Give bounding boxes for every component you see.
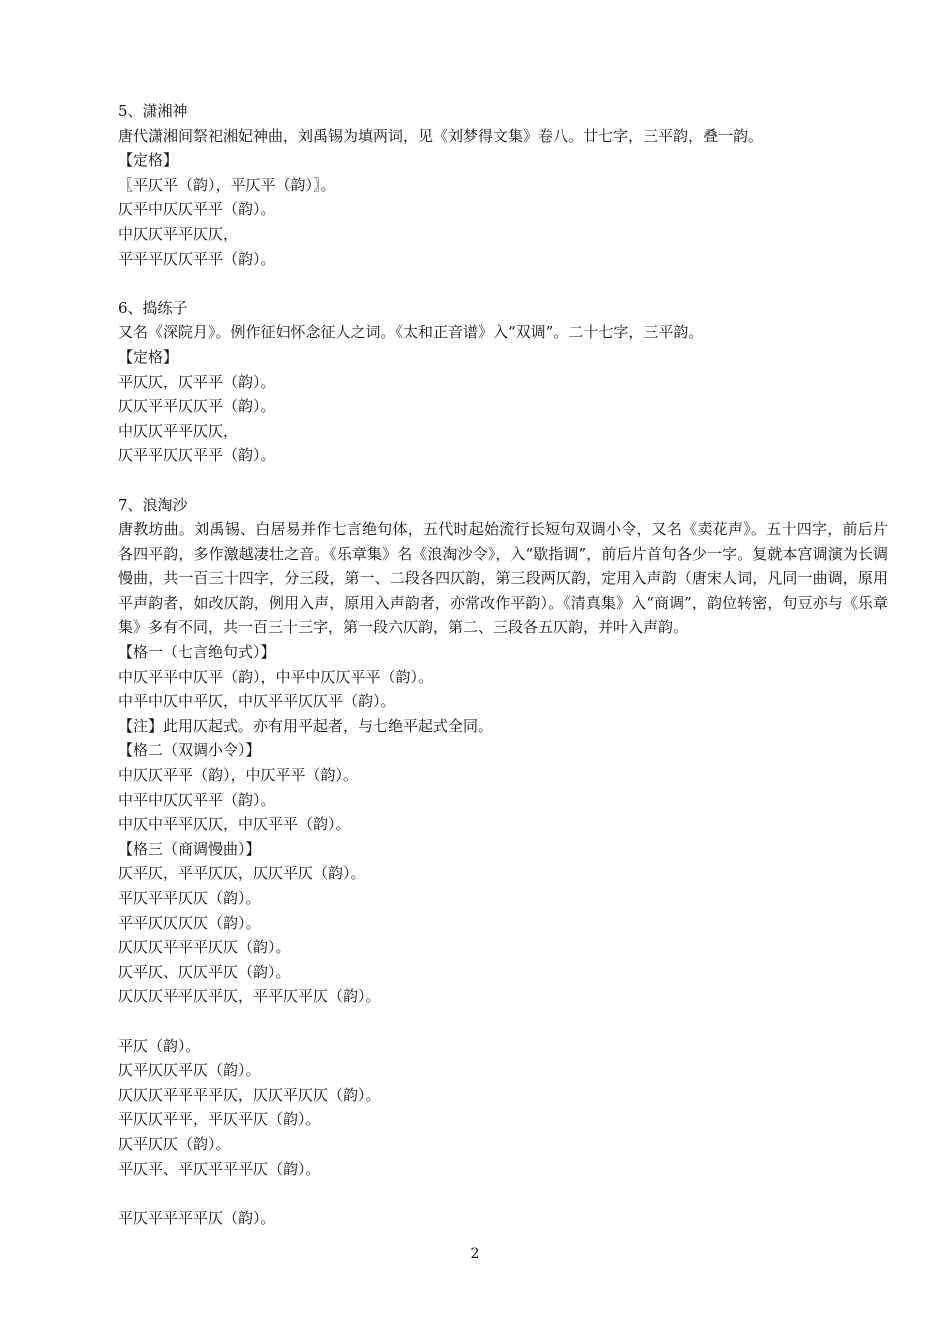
section-intro: 唐教坊曲。刘禹锡、白居易并作七言绝句体，五代时起始流行长短句双调小令，又名《卖花声》。五十四字，前后片各四平韵，多作激越凄壮之音。《乐章集》名《浪淘沙令》，入“歇指调”，前后片首句各少一字。复就本宫调演为长调慢曲，共一百三十四字，分三段，第一、二段各四仄韵，第三段两仄韵，定用入声韵（唐宋人词，凡同一曲调，原用平声韵者，如改仄韵，例用入声，原用入声韵者，亦常改作平韵）。《清真集》入“商调”，韵位转密，句豆亦与《乐章集》多有不同，共一百三十三字，第一段六仄韵，第二、三段各五仄韵，并叶入声韵。 [118, 520, 888, 637]
pattern-line: 中仄仄平平仄仄， [118, 421, 239, 440]
pattern-line: 〖平仄平（韵），平仄平（韵）〗。 [118, 175, 336, 194]
pattern-line: 中仄仄平平仄仄， [118, 224, 239, 243]
pattern-line: 仄仄仄平平平仄仄（韵）。 [118, 938, 291, 957]
pattern-line: 中仄中平平仄仄，中仄平平（韵）。 [118, 815, 351, 834]
pattern-line: 中仄仄平平（韵），中仄平平（韵）。 [118, 766, 359, 785]
pattern-label: 【格三（商调慢曲）】 [118, 839, 261, 858]
document-body [118, 99, 888, 1230]
pattern-label: 【格一（七言绝句式）】 [118, 643, 276, 662]
pattern-line: 仄平平仄仄平平（韵）。 [118, 446, 276, 465]
pattern-label: 【定格】 [118, 347, 179, 366]
pattern-line: 平平仄仄仄仄（韵）。 [118, 913, 261, 932]
pattern-line: 仄平仄仄（韵）。 [118, 1134, 231, 1153]
section-intro: 又名《深院月》。例作征妇怀念征人之词。《太和正音谱》入“双调”。二十七字，三平韵。 [118, 323, 704, 342]
pattern-line: 中平中仄中平仄，中仄平平仄仄平（韵）。 [118, 692, 396, 711]
pattern-line: 仄平仄、仄仄平仄（韵）。 [118, 962, 291, 981]
pattern-line: 平仄平、平仄平平平仄（韵）。 [118, 1159, 321, 1178]
pattern-line: 平仄平平平平仄（韵）。 [118, 1208, 276, 1227]
page-number: 2 [470, 1246, 480, 1262]
pattern-line: 平仄仄，仄平平（韵）。 [118, 372, 276, 391]
pattern-line: 中平中仄仄平平（韵）。 [118, 790, 276, 809]
pattern-line: 平平平仄仄平平（韵）。 [118, 249, 276, 268]
section-intro: 唐代潇湘间祭祀湘妃神曲，刘禹锡为填两词，见《刘梦得文集》卷八。廿七字，三平韵，叠一韵。 [118, 126, 764, 145]
pattern-line: 平仄仄平平，平仄平仄（韵）。 [118, 1110, 321, 1129]
pattern-line: 中仄平平中仄平（韵），中平中仄仄平平（韵）。 [118, 667, 434, 686]
pattern-line: 平仄平平仄仄（韵）。 [118, 889, 261, 907]
pattern-line: 仄平仄，平平仄仄，仄仄平仄（韵）。 [118, 864, 366, 883]
pattern-line: 仄平仄仄平仄（韵）。 [118, 1061, 261, 1080]
section-title: 5、潇湘神 [118, 102, 188, 120]
section-title: 6、捣练子 [118, 298, 188, 317]
pattern-label: 【定格】 [118, 151, 179, 170]
pattern-label: 【格二（双调小令）】 [118, 741, 261, 760]
section-title: 7、浪淘沙 [118, 495, 188, 514]
note-line: 【注】此用仄起式。亦有用平起者，与七绝平起式全同。 [118, 716, 494, 735]
pattern-line: 仄仄平平仄仄平（韵）。 [118, 397, 276, 416]
pattern-line: 仄仄仄平平平平仄，仄仄平仄仄（韵）。 [118, 1085, 381, 1104]
pattern-line: 仄平中仄仄平平（韵）。 [118, 200, 276, 219]
pattern-line: 平仄（韵）。 [118, 1036, 201, 1055]
pattern-line: 仄仄仄平平仄平仄，平平仄平仄（韵）。 [118, 987, 381, 1006]
